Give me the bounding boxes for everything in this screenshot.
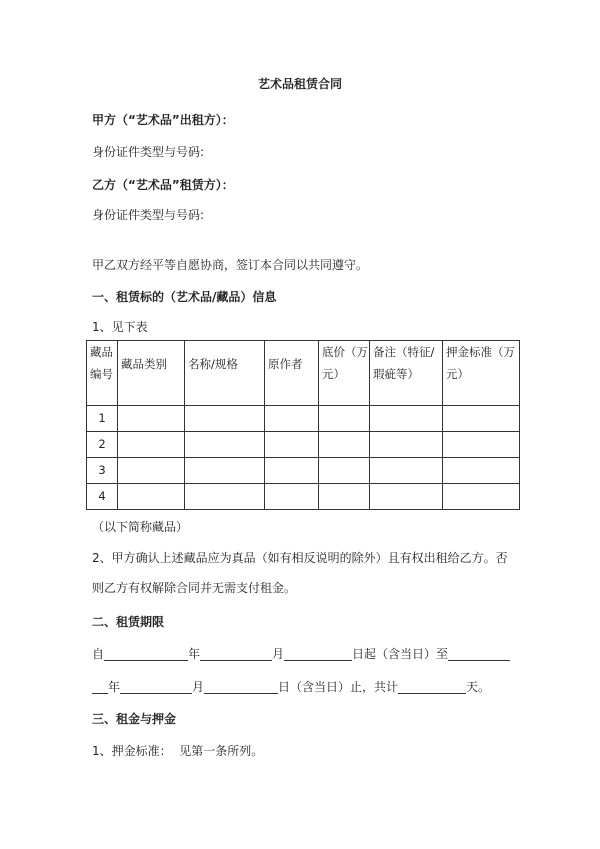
- party-b-id-label: 身份证件类型与号码:: [92, 208, 205, 222]
- cell-base-price[interactable]: [319, 406, 370, 432]
- day-start-label: 日起（含当日）至: [352, 647, 449, 661]
- party-a-id-label: 身份证件类型与号码:: [92, 145, 205, 159]
- cell-remarks[interactable]: [370, 484, 443, 510]
- table-header-row: [87, 341, 520, 406]
- table-row: [87, 432, 520, 458]
- term-line-1: [92, 645, 510, 662]
- end-day-blank[interactable]: [204, 681, 278, 694]
- year-label: 年: [108, 680, 121, 694]
- cell-name[interactable]: [185, 432, 265, 458]
- start-year-blank[interactable]: [104, 648, 188, 661]
- header-cell-name: 名称/规格: [185, 341, 265, 406]
- cell-remarks[interactable]: [370, 406, 443, 432]
- total-days-blank[interactable]: [398, 681, 466, 694]
- end-year-blank[interactable]: [92, 681, 108, 694]
- header-cell-base-price: 底价（万 元）: [319, 341, 370, 406]
- cell-base-price[interactable]: [319, 484, 370, 510]
- cell-category[interactable]: [118, 406, 185, 432]
- header-cell-deposit: 押金标准（万 元）: [443, 341, 520, 406]
- section1-heading: 一、租赁标的（艺术品/藏品）信息: [92, 290, 277, 304]
- days-label: 天。: [466, 680, 491, 694]
- cell-author[interactable]: [265, 432, 319, 458]
- end-year-prefix-blank[interactable]: [448, 648, 510, 661]
- header-cell-remarks: 备注（特征/ 瑕疵等）: [370, 341, 443, 406]
- cell-remarks[interactable]: [370, 432, 443, 458]
- section2-heading: 二、租赁期限: [92, 615, 165, 629]
- section1-item1: 1、见下表: [92, 320, 148, 334]
- table-note: （以下简称藏品）: [92, 520, 189, 534]
- header-cell-category: 藏品类别: [118, 341, 185, 406]
- day-end-label: 日（含当日）止，共计: [278, 680, 399, 694]
- row-number: 2: [87, 432, 118, 458]
- cell-deposit[interactable]: [443, 458, 520, 484]
- contract-title: 艺术品租赁合同: [257, 77, 342, 91]
- row-number: 1: [87, 406, 118, 432]
- header-cell-id: 藏品 编号: [87, 341, 118, 406]
- deposit-standard-label: 1、押金标准：: [92, 744, 172, 758]
- section3-heading: 三、租金与押金: [92, 712, 177, 726]
- cell-name[interactable]: [185, 406, 265, 432]
- deposit-standard-value: 见第一条所列。: [179, 744, 264, 758]
- cell-category[interactable]: [118, 458, 185, 484]
- cell-name[interactable]: [185, 484, 265, 510]
- table-row: [87, 484, 520, 510]
- year-label: 年: [188, 647, 201, 661]
- intro-paragraph: 甲乙双方经平等自愿协商，签订本合同以共同遵守。: [92, 258, 369, 272]
- section3-item1: [92, 742, 263, 759]
- cell-remarks[interactable]: [370, 458, 443, 484]
- header-cell-author: 原作者: [265, 341, 319, 406]
- cell-author[interactable]: [265, 406, 319, 432]
- cell-deposit[interactable]: [443, 406, 520, 432]
- party-a-label: 甲方（“艺术品”出租方）：: [92, 113, 234, 127]
- cell-author[interactable]: [265, 484, 319, 510]
- section1-item2-line2: 则乙方有权解除合同并无需支付租金。: [92, 581, 297, 595]
- cell-base-price[interactable]: [319, 458, 370, 484]
- cell-author[interactable]: [265, 458, 319, 484]
- row-number: 4: [87, 484, 118, 510]
- table-row: [87, 458, 520, 484]
- party-b-label: 乙方（“艺术品”租赁方）：: [92, 178, 234, 192]
- cell-base-price[interactable]: [319, 432, 370, 458]
- month-label: 月: [272, 647, 285, 661]
- table-row: [87, 406, 520, 432]
- from-label: 自: [92, 647, 105, 661]
- artwork-table: [86, 340, 520, 510]
- cell-category[interactable]: [118, 432, 185, 458]
- cell-deposit[interactable]: [443, 432, 520, 458]
- section1-item2-line1: 2、甲方确认上述藏品应为真品（如有相反说明的除外）且有权出租给乙方。否: [92, 551, 508, 565]
- cell-category[interactable]: [118, 484, 185, 510]
- end-month-blank[interactable]: [120, 681, 192, 694]
- row-number: 3: [87, 458, 118, 484]
- month-label: 月: [192, 680, 205, 694]
- term-line-2: [92, 678, 490, 695]
- start-month-blank[interactable]: [200, 648, 272, 661]
- start-day-blank[interactable]: [284, 648, 352, 661]
- cell-name[interactable]: [185, 458, 265, 484]
- cell-deposit[interactable]: [443, 484, 520, 510]
